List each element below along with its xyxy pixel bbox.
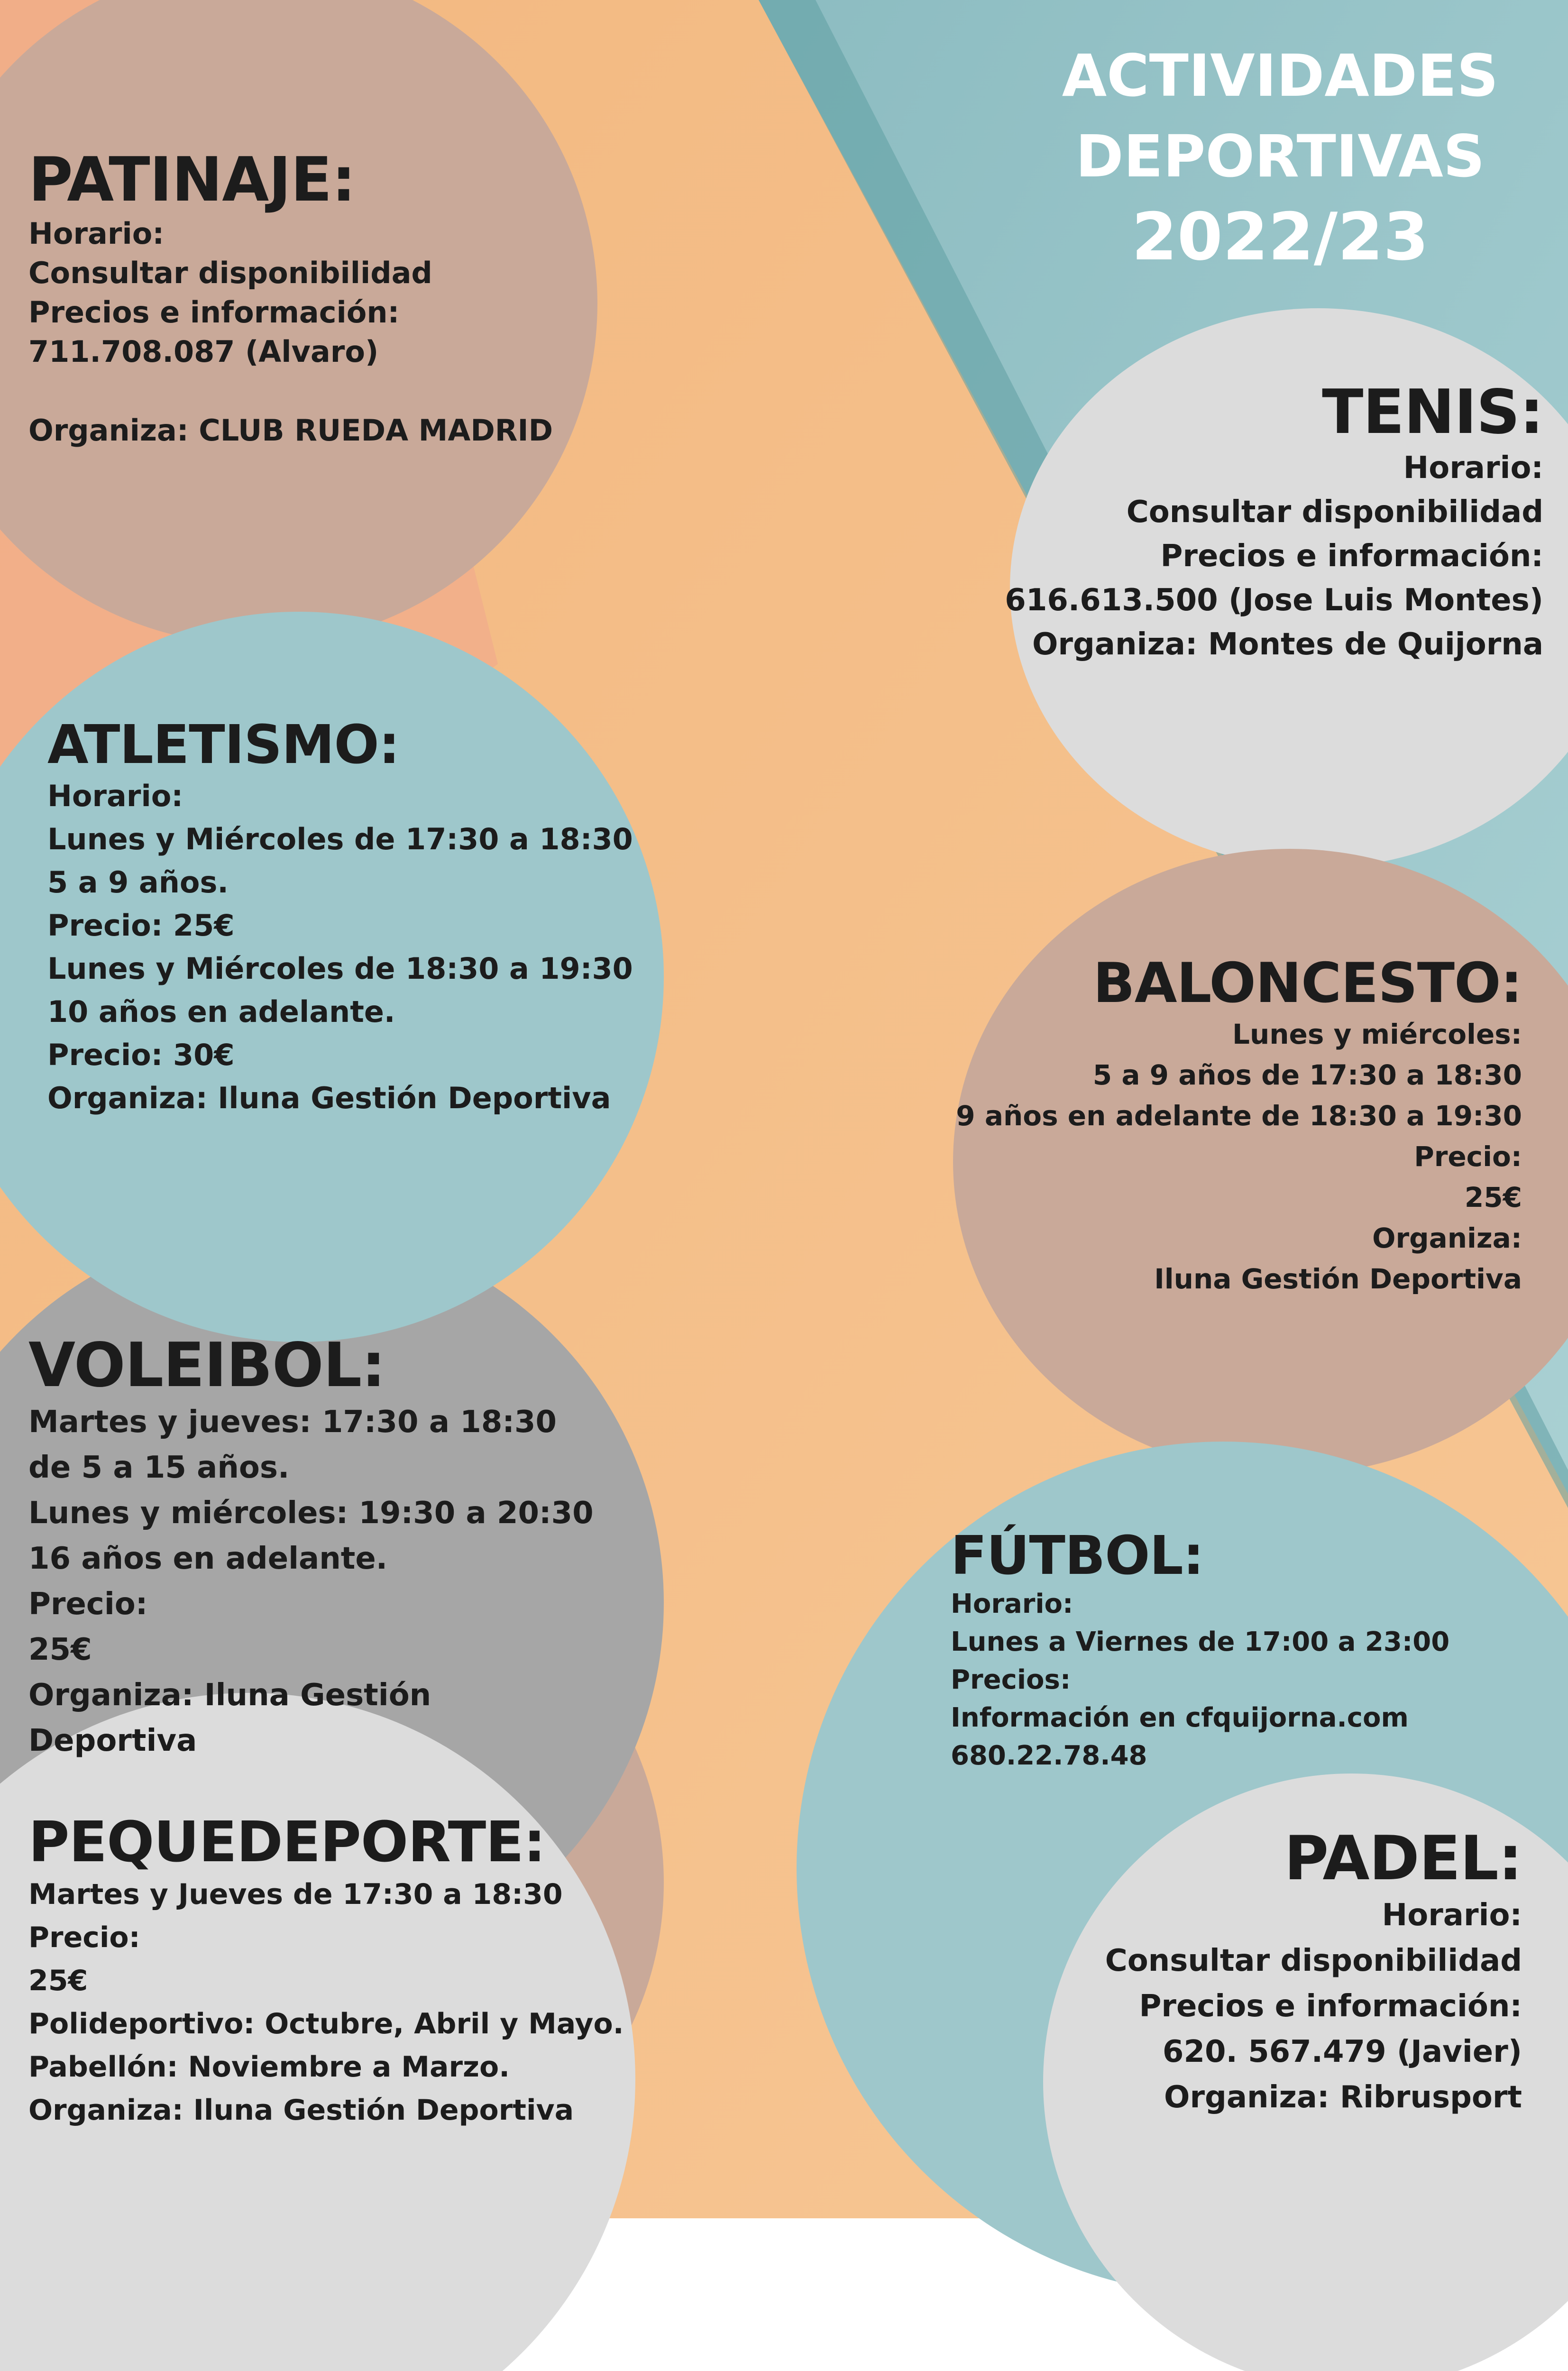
voleibol-body: Martes y jueves: 17:30 a 18:30 de 5 a 15 años. Lunes y miércoles: 19:30 a 20:30 16 años en adelante. Precio: 25€ Organiza: Iluna Gestión Deportiva	[28, 1404, 594, 1758]
section-atletismo	[47, 716, 645, 1120]
voleibol-title: VOLEIBOL:	[28, 1330, 385, 1401]
atletismo-title: ATLETISMO:	[47, 714, 400, 776]
patinaje-title: PATINAJE:	[28, 145, 356, 215]
pequedeporte-title: PEQUEDEPORTE:	[28, 1809, 546, 1875]
section-futbol	[951, 1527, 1543, 1775]
baloncesto-body: Lunes y miércoles: 5 a 9 años de 17:30 a 18:30 9 años en adelante de 18:30 a 19:30 Precio: 25€ Organiza: Iluna Gestión Deportiva	[956, 1018, 1522, 1295]
atletismo-body: Horario: Lunes y Miércoles de 17:30 a 18:30 5 a 9 años. Precio: 25€ Lunes y Miércoles de 18:30 a 19:30 10 años en adelante. Precio: 30€ Organiza: Iluna Gestión Deportiva	[47, 779, 633, 1116]
futbol-title: FÚTBOL:	[951, 1525, 1204, 1587]
tenis-title: TENIS:	[1322, 377, 1543, 448]
baloncesto-title: BALONCESTO:	[1093, 951, 1522, 1015]
section-patinaje	[28, 147, 574, 450]
page-title	[1053, 36, 1508, 277]
section-pequedeporte	[28, 1811, 654, 2132]
pequedeporte-body: Martes y Jueves de 17:30 a 18:30 Precio: 25€ Polideportivo: Octubre, Abril y Mayo. Pabellón: Noviembre a Marzo. Organiza: Iluna Gestión Deportiva	[28, 1877, 624, 2127]
section-tenis	[948, 379, 1543, 667]
padel-body: Horario: Consultar disponibilidad Precios e información: 620. 567.479 (Javier) Organiza: Ribrusport	[1105, 1897, 1522, 2115]
title-line-1: ACTIVIDADES	[1062, 42, 1499, 110]
section-voleibol	[28, 1330, 645, 1764]
tenis-body: Horario: Consultar disponibilidad Precios e información: 616.613.500 (Jose Luis Montes) Organiza: Montes de Quijorna	[1005, 450, 1543, 662]
section-padel	[996, 1823, 1522, 2120]
futbol-body: Horario: Lunes a Viernes de 17:00 a 23:00 Precios: Información en cfquijorna.com 680.22.78.48	[951, 1589, 1450, 1772]
padel-title: PADEL:	[1284, 1823, 1522, 1894]
title-year: 2022/23	[1131, 199, 1429, 275]
title-line-2: DEPORTIVAS	[1075, 123, 1485, 190]
patinaje-body: Horario: Consultar disponibilidad Precios e información: 711.708.087 (Alvaro) Organiza: CLUB RUEDA MADRID	[28, 216, 553, 448]
section-baloncesto	[948, 953, 1522, 1299]
